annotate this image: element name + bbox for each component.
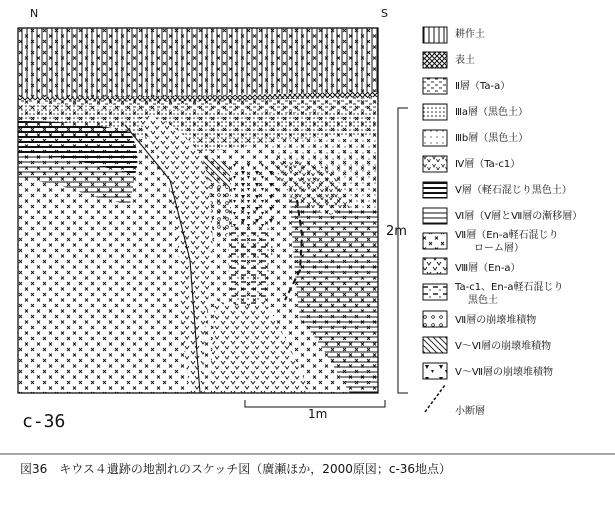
legend-fault: 小断層 xyxy=(455,406,485,417)
legend-kosakudo: 耕作土 xyxy=(455,29,485,40)
legend-fault-sample xyxy=(425,385,445,412)
legend-swatches xyxy=(422,26,448,386)
figure-caption: 図36 キウス４遺跡の地割れのスケッチ図（廣瀬ほか，2000原図；c-36地点） xyxy=(20,462,452,476)
horizontal-scale-label: 1m xyxy=(308,407,328,421)
legend-collapse57: Ⅴ～Ⅶ層の崩壊堆積物 xyxy=(455,367,554,378)
section-layers xyxy=(18,28,378,393)
legend-layer7-cont: ローム層） xyxy=(474,243,524,254)
vertical-scale-bracket xyxy=(398,108,408,393)
legend-layer2: Ⅱ層（Ta-a） xyxy=(455,81,511,92)
kosakudo-region xyxy=(18,28,378,97)
collapse57-region xyxy=(230,162,278,230)
legend-layer3b: Ⅲb層（黒色土） xyxy=(455,133,529,144)
legend-layer4: Ⅳ層（Ta-c1） xyxy=(455,159,521,170)
legend-layer7: Ⅶ層（En-a軽石混じり xyxy=(455,230,559,241)
legend-layer5: Ⅴ層（軽石混じり黒色土） xyxy=(455,185,572,196)
horizontal-scale-bar xyxy=(245,400,385,407)
legend-layer3a: Ⅲa層（黒色土） xyxy=(455,107,529,118)
legend-mixed-cont: 黒色土 xyxy=(468,295,498,306)
legend-mixed: Ta-c1、En-a軽石混じり xyxy=(455,282,564,293)
legend-collapse56: Ⅴ～Ⅵ層の崩壊堆積物 xyxy=(455,341,552,352)
south-label: S xyxy=(381,7,388,20)
vertical-scale-label: 2m xyxy=(386,224,407,239)
legend-layer6: Ⅵ層（Ⅴ層とⅦ層の漸移層） xyxy=(455,211,583,222)
legend-collapse7: Ⅶ層の崩壊堆積物 xyxy=(455,315,537,326)
legend-layer8: Ⅷ層（En-a） xyxy=(455,263,521,274)
figure-code: c-36 xyxy=(22,411,66,432)
legend-hyodo: 表土 xyxy=(455,55,475,66)
north-label: N xyxy=(30,7,39,20)
